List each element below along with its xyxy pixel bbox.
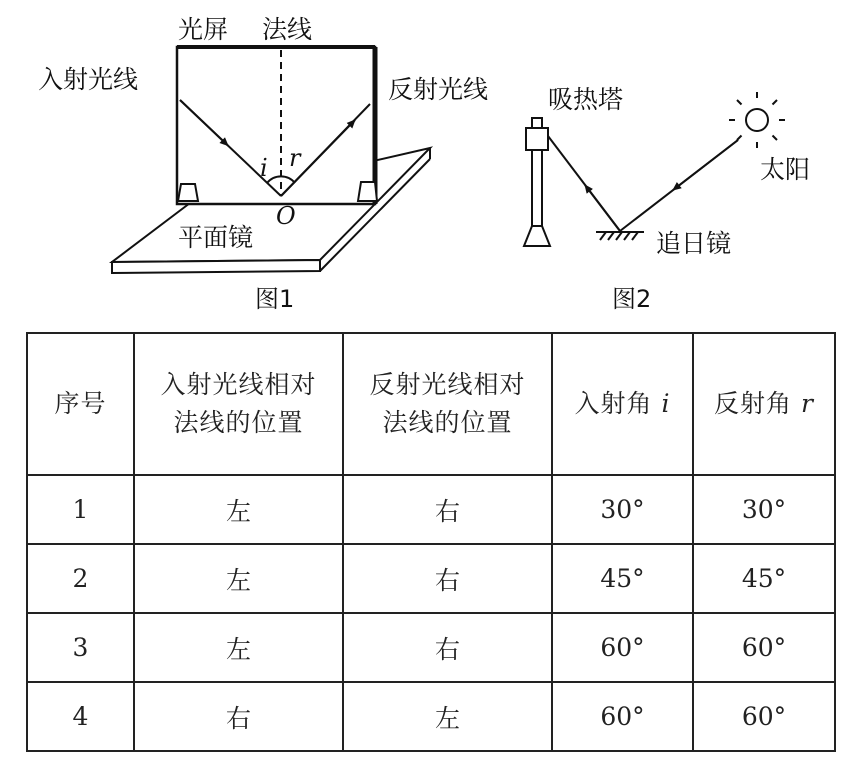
header-reflected-line1: 反射光线相对 [369,370,526,399]
header-incident-angle [552,333,693,475]
mirror-label: 平面镜 [178,223,254,252]
table-row [27,544,835,613]
header-incident-angle-symbol: i [661,389,671,418]
cell-incident-angle: 45° [552,544,693,613]
header-reflected-line2: 法线的位置 [382,408,513,437]
normal-label: 法线 [262,15,313,44]
header-incident-line2: 法线的位置 [173,408,304,437]
header-incident-angle-text: 入射角 [574,389,662,418]
header-incident-position [134,333,343,475]
figures-canvas [0,0,841,330]
screen-label: 光屏 [178,15,229,44]
table-row [27,475,835,544]
cell-reflected-angle: 60° [693,682,835,751]
cell-index: 4 [27,682,134,751]
header-index [27,333,134,475]
tower-label: 吸热塔 [548,85,624,114]
figure-1 [38,15,488,313]
header-reflected-position [343,333,552,475]
cell-index: 1 [27,475,134,544]
header-index-text: 序号 [54,389,107,418]
cell-reflected-position: 左 [343,682,552,751]
cell-reflected-position: 右 [343,613,552,682]
screen-stand-left [178,184,198,201]
sun-label: 太阳 [760,155,811,184]
cell-reflected-angle: 60° [693,613,835,682]
cell-reflected-position: 右 [343,475,552,544]
figure-2 [524,85,810,313]
angle-i-label: i [260,154,268,182]
cell-incident-position: 左 [134,613,343,682]
incident-ray-label: 入射光线 [38,65,139,94]
cell-index: 3 [27,613,134,682]
absorber-tower [524,118,550,246]
figure-1-caption: 图1 [255,285,295,313]
heliostat-mirror [596,232,644,240]
figure-2-caption: 图2 [612,285,652,313]
cell-reflected-position: 右 [343,544,552,613]
header-reflected-angle-symbol: r [801,389,814,418]
table-row [27,682,835,751]
cell-incident-angle: 30° [552,475,693,544]
cell-reflected-angle: 45° [693,544,835,613]
header-incident-line1: 入射光线相对 [160,370,317,399]
angle-r-label: r [289,144,301,172]
cell-incident-position: 右 [134,682,343,751]
cell-incident-angle: 60° [552,613,693,682]
reflected-ray-label: 反射光线 [388,75,489,104]
heliostat-label: 追日镜 [656,229,732,258]
table-row [27,613,835,682]
table-header-row [27,333,835,475]
cell-incident-position: 左 [134,544,343,613]
screen-stand-right [358,182,377,201]
header-reflected-angle [693,333,835,475]
point-o-label: O [276,202,296,230]
data-table [26,332,836,752]
cell-incident-position: 左 [134,475,343,544]
header-reflected-angle-text: 反射角 [714,389,801,418]
cell-incident-angle: 60° [552,682,693,751]
cell-index: 2 [27,544,134,613]
cell-reflected-angle: 30° [693,475,835,544]
plane-mirror-edge [112,260,320,273]
